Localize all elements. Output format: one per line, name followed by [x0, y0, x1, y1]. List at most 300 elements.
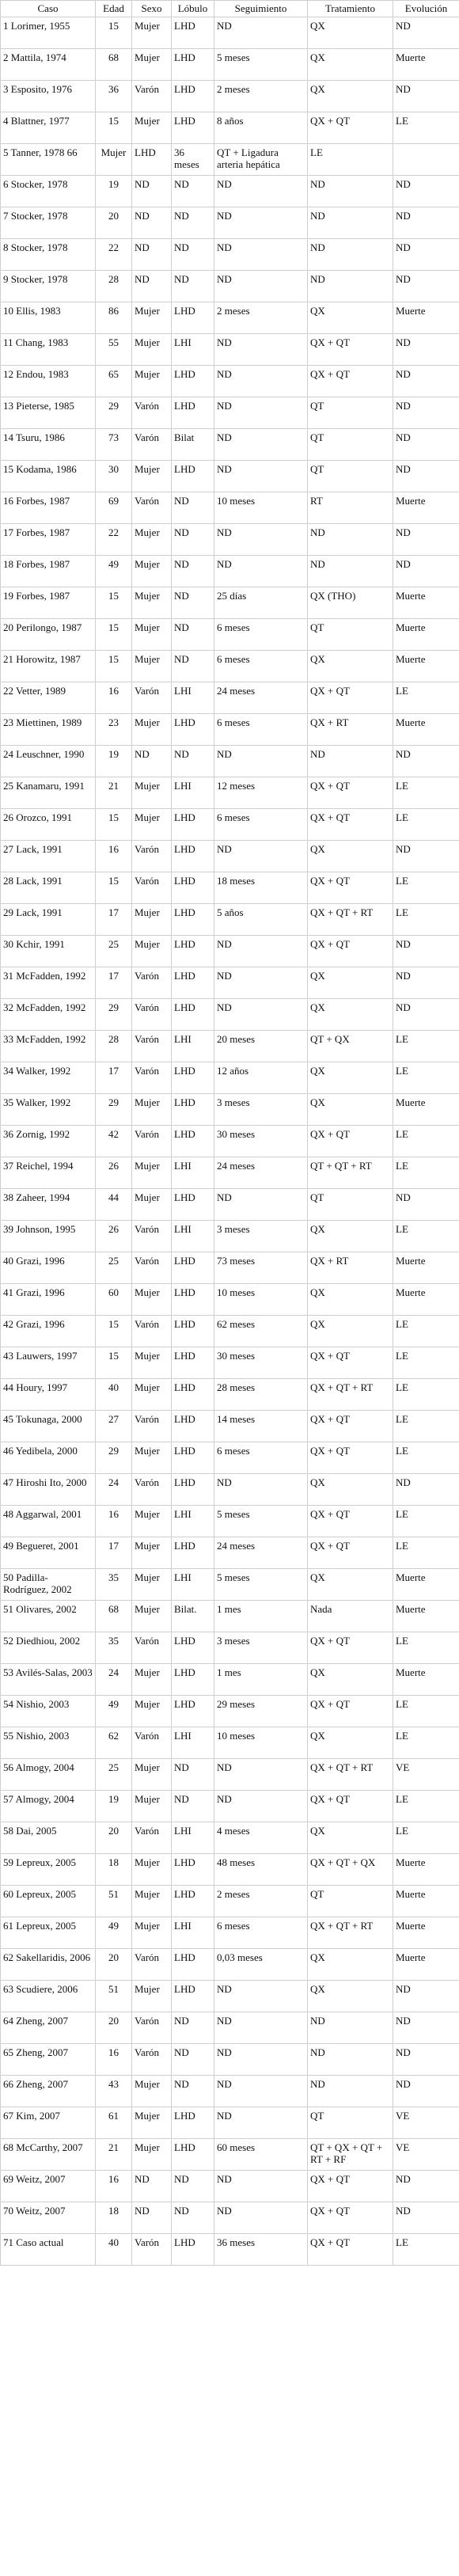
cell-sexo: Mujer — [132, 334, 172, 366]
cell-seguimiento: 5 años — [214, 904, 308, 936]
cell-caso: 7 Stocker, 1978 — [1, 207, 96, 239]
cell-seguimiento: 30 meses — [214, 1347, 308, 1379]
cell-caso: 70 Weitz, 2007 — [1, 2202, 96, 2234]
cell-sexo: ND — [132, 176, 172, 207]
table-row — [1, 366, 459, 397]
cell-lobulo: ND — [172, 1791, 214, 1822]
cell-lobulo: LHI — [172, 334, 214, 366]
cell-lobulo: LHI — [172, 1727, 214, 1759]
cell-evolucion: Muerte — [393, 49, 459, 81]
cell-caso: 10 Ellis, 1983 — [1, 302, 96, 334]
cell-tratamiento: ND — [308, 2044, 393, 2076]
cell-lobulo: LHD — [172, 1252, 214, 1284]
table-row — [1, 809, 459, 841]
cell-caso: 42 Grazi, 1996 — [1, 1316, 96, 1347]
table-row — [1, 461, 459, 492]
cell-sexo: Mujer — [132, 1917, 172, 1949]
cell-lobulo: LHD — [172, 841, 214, 872]
cell-edad: 20 — [96, 1949, 132, 1981]
cell-seguimiento: 6 meses — [214, 619, 308, 651]
cell-lobulo: LHD — [172, 1347, 214, 1379]
cell-seguimiento: 6 meses — [214, 714, 308, 746]
cell-evolucion: ND — [393, 2012, 459, 2044]
cell-seguimiento: ND — [214, 1474, 308, 1506]
cell-tratamiento: QX + QT — [308, 809, 393, 841]
cell-evolucion: LE — [393, 682, 459, 714]
cell-lobulo: 36 meses — [172, 144, 214, 176]
cell-tratamiento: QX + QT — [308, 1411, 393, 1442]
cell-edad: 60 — [96, 1284, 132, 1316]
cell-seguimiento: 6 meses — [214, 1442, 308, 1474]
cell-edad: 20 — [96, 2012, 132, 2044]
cell-caso: 53 Avilés-Salas, 2003 — [1, 1664, 96, 1696]
cell-tratamiento: QX + QT — [308, 936, 393, 967]
cell-seguimiento: 24 meses — [214, 1157, 308, 1189]
cell-caso: 30 Kchir, 1991 — [1, 936, 96, 967]
cell-lobulo: LHD — [172, 714, 214, 746]
cell-sexo: Mujer — [132, 809, 172, 841]
cell-edad: 62 — [96, 1727, 132, 1759]
cell-lobulo: LHD — [172, 1442, 214, 1474]
cell-seguimiento: 12 años — [214, 1062, 308, 1094]
cell-sexo: Varón — [132, 2044, 172, 2076]
table-row — [1, 1347, 459, 1379]
cell-tratamiento: QX + RT — [308, 1252, 393, 1284]
cell-evolucion: ND — [393, 429, 459, 461]
cell-evolucion: ND — [393, 2044, 459, 2076]
cell-edad: 26 — [96, 1157, 132, 1189]
cell-sexo: ND — [132, 239, 172, 271]
cell-seguimiento: ND — [214, 17, 308, 49]
cell-caso: 56 Almogy, 2004 — [1, 1759, 96, 1791]
cell-caso: 34 Walker, 1992 — [1, 1062, 96, 1094]
cell-sexo: Mujer — [132, 714, 172, 746]
cell-tratamiento: QT — [308, 1189, 393, 1221]
cell-seguimiento: 3 meses — [214, 1632, 308, 1664]
cell-edad: 20 — [96, 207, 132, 239]
cell-lobulo: LHD — [172, 1632, 214, 1664]
cell-tratamiento: QX — [308, 17, 393, 49]
cell-lobulo: LHI — [172, 1822, 214, 1854]
cell-tratamiento: QX + RT — [308, 714, 393, 746]
cell-evolucion: LE — [393, 1157, 459, 1189]
table-row — [1, 1252, 459, 1284]
cell-lobulo: LHD — [172, 1886, 214, 1917]
cell-edad: 19 — [96, 176, 132, 207]
cell-sexo: ND — [132, 746, 172, 777]
cell-edad: 27 — [96, 1411, 132, 1442]
cell-seguimiento: ND — [214, 2107, 308, 2139]
cell-caso: 32 McFadden, 1992 — [1, 999, 96, 1031]
header-lobulo: Lóbulo — [172, 1, 214, 17]
cell-edad: 15 — [96, 651, 132, 682]
cell-edad: 15 — [96, 112, 132, 144]
table-row — [1, 2012, 459, 2044]
cell-edad: 36 — [96, 81, 132, 112]
cell-lobulo: LHD — [172, 1537, 214, 1569]
table-row — [1, 872, 459, 904]
cell-sexo: Varón — [132, 1632, 172, 1664]
cell-lobulo: ND — [172, 239, 214, 271]
cell-sexo: Mujer — [132, 1886, 172, 1917]
cell-sexo: Varón — [132, 1062, 172, 1094]
cell-evolucion: ND — [393, 746, 459, 777]
cell-tratamiento: QX — [308, 302, 393, 334]
cell-seguimiento: ND — [214, 2012, 308, 2044]
cell-edad: 24 — [96, 1474, 132, 1506]
cell-sexo: Varón — [132, 1727, 172, 1759]
cell-tratamiento: ND — [308, 2076, 393, 2107]
cell-evolucion: ND — [393, 967, 459, 999]
cell-edad: 17 — [96, 904, 132, 936]
cell-sexo: Mujer — [132, 1284, 172, 1316]
cell-edad: 42 — [96, 1126, 132, 1157]
cell-edad: 18 — [96, 2202, 132, 2234]
cell-lobulo: LHI — [172, 777, 214, 809]
cell-edad: 16 — [96, 2044, 132, 2076]
cell-sexo: Varón — [132, 1252, 172, 1284]
cell-lobulo: LHD — [172, 2107, 214, 2139]
cell-seguimiento: 60 meses — [214, 2139, 308, 2171]
cell-tratamiento: LE — [308, 144, 393, 176]
cell-seguimiento: ND — [214, 239, 308, 271]
cell-seguimiento: 12 meses — [214, 777, 308, 809]
cell-tratamiento: QX — [308, 1316, 393, 1347]
cell-seguimiento: ND — [214, 366, 308, 397]
table-row — [1, 651, 459, 682]
table-row — [1, 777, 459, 809]
cell-edad: 49 — [96, 1696, 132, 1727]
cell-caso: 59 Lepreux, 2005 — [1, 1854, 96, 1886]
table-row — [1, 271, 459, 302]
cell-sexo: Mujer — [132, 2139, 172, 2171]
cell-edad: 21 — [96, 777, 132, 809]
table-row — [1, 1031, 459, 1062]
cell-tratamiento: QX — [308, 841, 393, 872]
cell-tratamiento: ND — [308, 524, 393, 556]
cell-evolucion: LE — [393, 1696, 459, 1727]
table-row — [1, 1316, 459, 1347]
cell-tratamiento: QX + QT — [308, 112, 393, 144]
cell-sexo: Mujer — [132, 904, 172, 936]
cell-sexo: Mujer — [132, 524, 172, 556]
cell-seguimiento: 10 meses — [214, 492, 308, 524]
cell-tratamiento: QT — [308, 2107, 393, 2139]
cell-sexo: Varón — [132, 967, 172, 999]
cell-lobulo: LHI — [172, 1917, 214, 1949]
cell-caso: 57 Almogy, 2004 — [1, 1791, 96, 1822]
cell-evolucion: ND — [393, 999, 459, 1031]
cell-edad: 35 — [96, 1569, 132, 1601]
cell-edad: 25 — [96, 936, 132, 967]
cell-evolucion: LE — [393, 1031, 459, 1062]
cell-caso: 62 Sakellaridis, 2006 — [1, 1949, 96, 1981]
table-row — [1, 1506, 459, 1537]
cell-seguimiento: 10 meses — [214, 1727, 308, 1759]
cell-seguimiento: ND — [214, 999, 308, 1031]
cell-seguimiento: ND — [214, 176, 308, 207]
cell-caso: 17 Forbes, 1987 — [1, 524, 96, 556]
cell-sexo: Mujer — [132, 1664, 172, 1696]
cell-lobulo: LHD — [172, 1316, 214, 1347]
table-row — [1, 1411, 459, 1442]
cell-edad: 20 — [96, 1822, 132, 1854]
cell-caso: 71 Caso actual — [1, 2234, 96, 2266]
cell-tratamiento: QX + QT — [308, 1696, 393, 1727]
cell-edad: 15 — [96, 809, 132, 841]
cell-caso: 15 Kodama, 1986 — [1, 461, 96, 492]
cell-tratamiento: QX — [308, 999, 393, 1031]
cell-evolucion: Muerte — [393, 651, 459, 682]
cell-tratamiento: QT — [308, 429, 393, 461]
cell-lobulo: LHD — [172, 1474, 214, 1506]
cell-caso: 4 Blattner, 1977 — [1, 112, 96, 144]
table-row — [1, 1759, 459, 1791]
table-row — [1, 1284, 459, 1316]
cell-tratamiento: QX — [308, 1221, 393, 1252]
cell-sexo: Mujer — [132, 1791, 172, 1822]
cell-tratamiento: ND — [308, 176, 393, 207]
cell-tratamiento: QT + QX — [308, 1031, 393, 1062]
table-row — [1, 334, 459, 366]
cell-seguimiento: ND — [214, 1189, 308, 1221]
cell-tratamiento: QX + QT + RT — [308, 1917, 393, 1949]
cell-tratamiento: QX + QT — [308, 1442, 393, 1474]
cell-lobulo: LHI — [172, 1157, 214, 1189]
cell-tratamiento: QX + QT — [308, 1506, 393, 1537]
table-row — [1, 556, 459, 587]
cell-caso: 67 Kim, 2007 — [1, 2107, 96, 2139]
cell-seguimiento: 8 años — [214, 112, 308, 144]
cell-tratamiento: QX + QT — [308, 366, 393, 397]
table-row — [1, 904, 459, 936]
cell-edad: 29 — [96, 1442, 132, 1474]
cell-seguimiento: ND — [214, 2202, 308, 2234]
cell-lobulo: ND — [172, 176, 214, 207]
cell-tratamiento: QX + QT — [308, 1537, 393, 1569]
cell-evolucion: ND — [393, 17, 459, 49]
cell-seguimiento: 3 meses — [214, 1221, 308, 1252]
cell-tratamiento: QX — [308, 651, 393, 682]
cell-edad: Mujer — [96, 144, 132, 176]
cell-sexo: Mujer — [132, 17, 172, 49]
cell-sexo: Mujer — [132, 1379, 172, 1411]
cell-caso: 6 Stocker, 1978 — [1, 176, 96, 207]
table-header-row — [1, 1, 459, 17]
cell-evolucion: ND — [393, 271, 459, 302]
cell-tratamiento: QX + QT — [308, 777, 393, 809]
cell-evolucion: Muerte — [393, 1886, 459, 1917]
cell-caso: 31 McFadden, 1992 — [1, 967, 96, 999]
cell-sexo: Mujer — [132, 1347, 172, 1379]
cell-tratamiento: QT — [308, 397, 393, 429]
cell-caso: 51 Olivares, 2002 — [1, 1601, 96, 1632]
cell-lobulo: LHD — [172, 1696, 214, 1727]
cell-lobulo: Bilat — [172, 429, 214, 461]
cell-tratamiento: Nada — [308, 1601, 393, 1632]
cell-tratamiento: QX + QT + RT — [308, 1379, 393, 1411]
table-row — [1, 1442, 459, 1474]
table-row — [1, 397, 459, 429]
cell-edad: 17 — [96, 967, 132, 999]
cell-caso: 28 Lack, 1991 — [1, 872, 96, 904]
table-row — [1, 1981, 459, 2012]
cell-sexo: ND — [132, 2171, 172, 2202]
cell-evolucion: LE — [393, 112, 459, 144]
cell-seguimiento: QT + Ligadura arteria hepática — [214, 144, 308, 176]
cell-lobulo: LHD — [172, 1379, 214, 1411]
cell-caso: 38 Zaheer, 1994 — [1, 1189, 96, 1221]
cell-edad: 23 — [96, 714, 132, 746]
cell-lobulo: LHD — [172, 1664, 214, 1696]
cell-sexo: Mujer — [132, 651, 172, 682]
cell-sexo: Varón — [132, 1031, 172, 1062]
cell-caso: 44 Houry, 1997 — [1, 1379, 96, 1411]
cell-seguimiento: 20 meses — [214, 1031, 308, 1062]
cell-lobulo: LHI — [172, 1506, 214, 1537]
cell-lobulo: LHI — [172, 1031, 214, 1062]
cell-sexo: Varón — [132, 429, 172, 461]
cell-evolucion: LE — [393, 1316, 459, 1347]
cell-edad: 16 — [96, 2171, 132, 2202]
cell-sexo: Mujer — [132, 1759, 172, 1791]
cell-caso: 47 Hiroshi Ito, 2000 — [1, 1474, 96, 1506]
cell-edad: 15 — [96, 17, 132, 49]
table-row — [1, 587, 459, 619]
cell-seguimiento: 25 días — [214, 587, 308, 619]
cell-lobulo: ND — [172, 587, 214, 619]
cell-lobulo: ND — [172, 1759, 214, 1791]
cell-edad: 61 — [96, 2107, 132, 2139]
table-row — [1, 1886, 459, 1917]
table-row — [1, 2234, 459, 2266]
table-row — [1, 1474, 459, 1506]
table-row — [1, 17, 459, 49]
cell-lobulo: ND — [172, 746, 214, 777]
table-row — [1, 936, 459, 967]
cell-seguimiento: ND — [214, 1759, 308, 1791]
cell-seguimiento: 6 meses — [214, 809, 308, 841]
cell-seguimiento: ND — [214, 841, 308, 872]
table-row — [1, 1126, 459, 1157]
cell-evolucion: Muerte — [393, 1601, 459, 1632]
cell-lobulo: ND — [172, 271, 214, 302]
cell-seguimiento: 18 meses — [214, 872, 308, 904]
cell-evolucion: ND — [393, 207, 459, 239]
cell-evolucion: VE — [393, 2107, 459, 2139]
cell-tratamiento: QX + QT — [308, 1791, 393, 1822]
cell-lobulo: LHD — [172, 49, 214, 81]
cell-caso: 61 Lepreux, 2005 — [1, 1917, 96, 1949]
cell-caso: 41 Grazi, 1996 — [1, 1284, 96, 1316]
cell-caso: 54 Nishio, 2003 — [1, 1696, 96, 1727]
cell-seguimiento: 48 meses — [214, 1854, 308, 1886]
cell-evolucion: Muerte — [393, 587, 459, 619]
cell-tratamiento: QX + QT — [308, 1126, 393, 1157]
table-row — [1, 144, 459, 176]
table-row — [1, 967, 459, 999]
cell-lobulo: ND — [172, 492, 214, 524]
cell-sexo: Varón — [132, 81, 172, 112]
cell-caso: 18 Forbes, 1987 — [1, 556, 96, 587]
cell-evolucion: ND — [393, 2202, 459, 2234]
table-row — [1, 1537, 459, 1569]
cell-lobulo: LHD — [172, 112, 214, 144]
cell-evolucion: Muerte — [393, 1664, 459, 1696]
cell-lobulo: ND — [172, 619, 214, 651]
cell-lobulo: LHD — [172, 366, 214, 397]
cell-evolucion: ND — [393, 334, 459, 366]
cell-caso: 20 Perilongo, 1987 — [1, 619, 96, 651]
cell-seguimiento: 6 meses — [214, 651, 308, 682]
cell-lobulo: LHD — [172, 1981, 214, 2012]
cell-lobulo: LHD — [172, 2234, 214, 2266]
cell-sexo: ND — [132, 207, 172, 239]
cell-evolucion: LE — [393, 1221, 459, 1252]
table-row — [1, 2076, 459, 2107]
cell-lobulo: LHD — [172, 999, 214, 1031]
cell-sexo: Mujer — [132, 1189, 172, 1221]
cell-tratamiento: QT — [308, 461, 393, 492]
cell-evolucion: ND — [393, 936, 459, 967]
cell-sexo: Mujer — [132, 936, 172, 967]
table-row — [1, 1221, 459, 1252]
cell-evolucion: Muerte — [393, 1949, 459, 1981]
cell-seguimiento: 6 meses — [214, 1917, 308, 1949]
cell-tratamiento: QX — [308, 1949, 393, 1981]
cell-sexo: ND — [132, 2202, 172, 2234]
cell-evolucion: ND — [393, 1474, 459, 1506]
cell-sexo: Mujer — [132, 1157, 172, 1189]
cell-edad: 29 — [96, 397, 132, 429]
cell-sexo: Mujer — [132, 1601, 172, 1632]
table-row — [1, 492, 459, 524]
header-edad: Edad — [96, 1, 132, 17]
cell-edad: 43 — [96, 2076, 132, 2107]
table-row — [1, 1949, 459, 1981]
cell-edad: 22 — [96, 524, 132, 556]
cell-edad: 55 — [96, 334, 132, 366]
cell-seguimiento: ND — [214, 397, 308, 429]
cell-tratamiento: QX + QT — [308, 2202, 393, 2234]
cell-evolucion: Muerte — [393, 1569, 459, 1601]
cell-tratamiento: QX + QT — [308, 2234, 393, 2266]
cell-tratamiento: ND — [308, 207, 393, 239]
cell-lobulo: LHD — [172, 302, 214, 334]
cell-lobulo: LHD — [172, 904, 214, 936]
cell-seguimiento: 3 meses — [214, 1094, 308, 1126]
cell-caso: 29 Lack, 1991 — [1, 904, 96, 936]
cell-evolucion: Muerte — [393, 619, 459, 651]
cell-edad: 16 — [96, 1506, 132, 1537]
cell-evolucion: LE — [393, 872, 459, 904]
table-row — [1, 1157, 459, 1189]
table-row — [1, 2202, 459, 2234]
cell-caso: 12 Endou, 1983 — [1, 366, 96, 397]
cell-tratamiento: QX — [308, 49, 393, 81]
cell-sexo: Varón — [132, 682, 172, 714]
cell-tratamiento: QX + QT — [308, 334, 393, 366]
cell-lobulo: ND — [172, 2076, 214, 2107]
table-row — [1, 49, 459, 81]
cell-edad: 51 — [96, 1981, 132, 2012]
cell-caso: 35 Walker, 1992 — [1, 1094, 96, 1126]
cell-seguimiento: ND — [214, 1981, 308, 2012]
cell-sexo: Varón — [132, 841, 172, 872]
cell-caso: 8 Stocker, 1978 — [1, 239, 96, 271]
cell-seguimiento: ND — [214, 556, 308, 587]
header-seguimiento: Seguimiento — [214, 1, 308, 17]
